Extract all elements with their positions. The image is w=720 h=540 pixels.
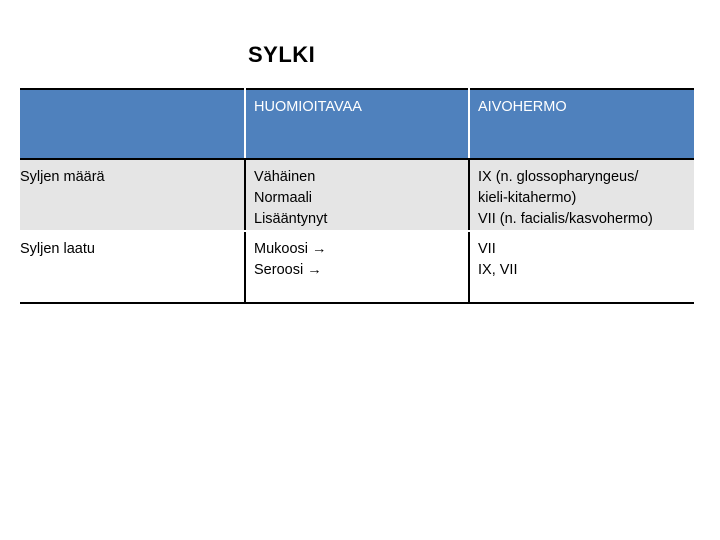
table-row bbox=[20, 231, 694, 303]
row-label: Syljen laatu bbox=[20, 231, 245, 303]
table-row bbox=[20, 159, 694, 231]
header-cell-empty bbox=[20, 89, 245, 159]
cell-line: IX, VII bbox=[478, 262, 518, 278]
aivohermo-cell bbox=[469, 159, 694, 231]
table-header-row bbox=[20, 89, 694, 159]
saliva-table bbox=[20, 88, 694, 304]
cell-line: Lisääntynyt bbox=[254, 211, 328, 227]
header-huomioitavaa: HUOMIOITAVAA bbox=[245, 89, 469, 159]
cell-line: VII bbox=[478, 241, 496, 257]
cell-line: Vähäinen bbox=[254, 169, 316, 185]
cell-line: Seroosi → bbox=[254, 262, 322, 278]
row-label: Syljen määrä bbox=[20, 159, 245, 231]
page-title: SYLKI bbox=[248, 42, 316, 67]
huomioitavaa-cell bbox=[245, 231, 469, 303]
header-aivohermo: AIVOHERMO bbox=[469, 89, 694, 159]
aivohermo-cell bbox=[469, 231, 694, 303]
cell-line: Mukoosi → bbox=[254, 241, 327, 257]
cell-line: kieli-kitahermo) bbox=[478, 190, 577, 206]
huomioitavaa-cell bbox=[245, 159, 469, 231]
cell-line: Normaali bbox=[254, 190, 313, 206]
cell-line: IX (n. glossopharyngeus/ bbox=[478, 169, 639, 185]
cell-line: VII (n. facialis/kasvohermo) bbox=[478, 211, 653, 227]
